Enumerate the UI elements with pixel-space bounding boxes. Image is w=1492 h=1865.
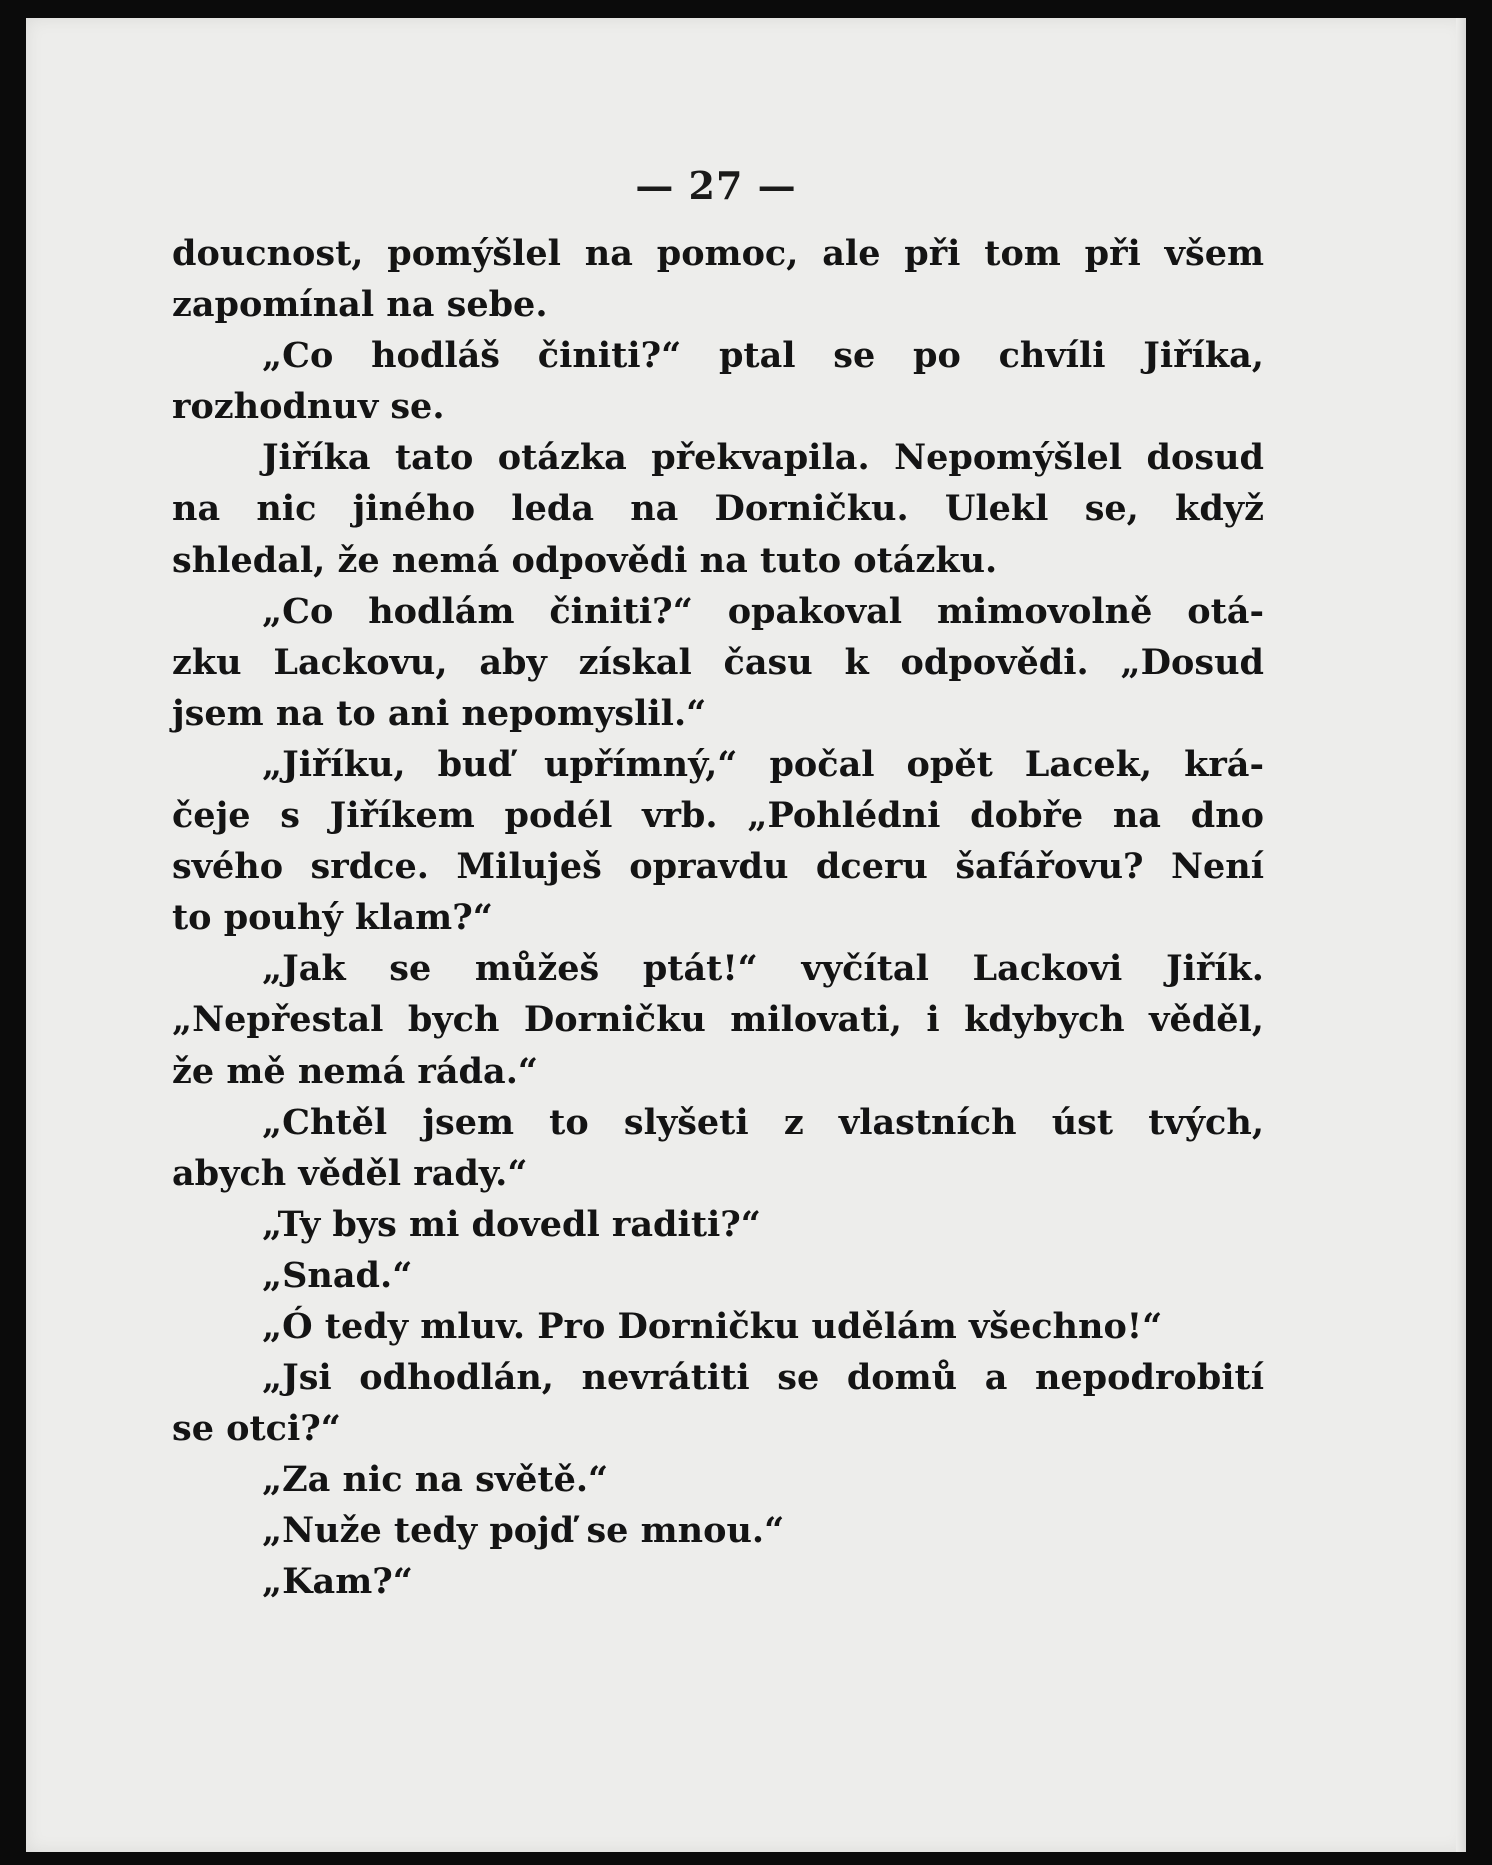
text-line: Jiříka tato otázka překvapila. Nepomýšlel dosud [262,437,1264,479]
text-line: „Jsi odhodlán, nevrátiti se domů a nepodrobití [262,1357,1264,1399]
text-line: „Za nic na světě.“ [262,1459,609,1501]
text-line: „Co hodláš činiti?“ ptal se po chvíli Jiříka, [262,335,1264,377]
text-line: svého srdce. Miluješ opravdu dceru šafářovu? Není [172,846,1264,888]
text-line: rozhodnuv se. [172,386,445,428]
text-line: „Co hodlám činiti?“ opakoval mimovolně otá- [262,590,1264,632]
text-line: doucnost, pomýšlel na pomoc, ale při tom při všem [172,233,1264,274]
text-line: jsem na to ani nepomyslil.“ [172,692,707,734]
body-text [172,228,1264,1608]
text-line: „Ty bys mi dovedl raditi?“ [262,1203,761,1245]
text-line: „Jiříku, buď upřímný,“ počal opět Lacek, krá- [262,743,1264,785]
text-line: „Nuže tedy pojď se mnou.“ [262,1510,785,1552]
text-line: „Nepřestal bych Dorničku milovati, i kdybych věděl, [172,999,1264,1041]
text-line: zapomínal na sebe. [172,284,548,326]
text-line: že mě nemá ráda.“ [172,1050,539,1092]
page-number: — 27 — [635,163,797,208]
text-line: to pouhý klam?“ [172,897,493,939]
text-line: se otci?“ [172,1408,341,1450]
text-line: „Ó tedy mluv. Pro Dorničku udělám všechno!“ [262,1305,1163,1347]
text-line: abych věděl rady.“ [172,1152,528,1194]
book-page [26,18,1466,1852]
text-line: „Jak se můžeš ptát!“ vyčítal Lackovi Jiřík. [262,948,1264,990]
text-line: „Kam?“ [262,1561,413,1603]
text-line: na nic jiného leda na Dorničku. Ulekl se, když [172,488,1264,530]
text-line: „Chtěl jsem to slyšeti z vlastních úst tvých, [262,1101,1264,1143]
text-line: zku Lackovu, aby získal času k odpovědi. „Dosud [172,641,1264,683]
text-line: shledal, že nemá odpovědi na tuto otázku. [172,539,998,581]
page-edge [1456,18,1466,1852]
text-line: čeje s Jiříkem podél vrb. „Pohlédni dobře na dno [172,795,1264,837]
text-line: „Snad.“ [262,1254,413,1296]
